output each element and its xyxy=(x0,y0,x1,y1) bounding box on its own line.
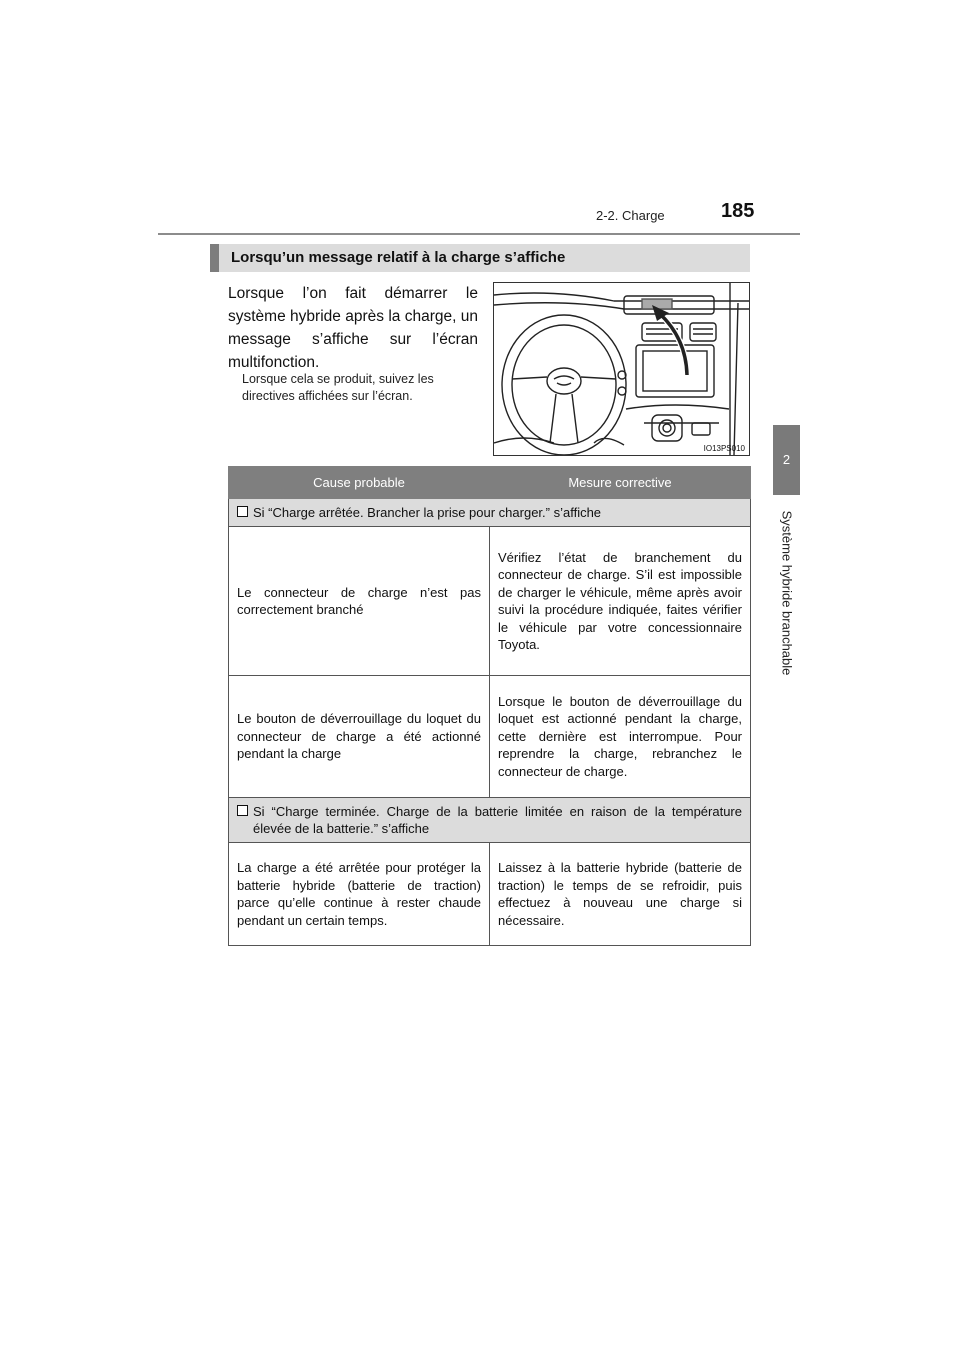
chapter-tab-number: 2 xyxy=(773,425,800,495)
chapter-tab-label-text: Système hybride branchable xyxy=(779,510,794,676)
dashboard-illustration xyxy=(493,282,750,456)
dashboard-drawing xyxy=(494,283,749,455)
table-row xyxy=(229,527,751,676)
table-header-row xyxy=(229,467,751,499)
intro-paragraph: Lorsque l’on fait démarrer le système hybride après la charge, un message s’affiche sur l’écran multifonction. xyxy=(228,285,478,371)
action-cell: Laissez à la batterie hybride (batterie de traction) le temps de se refroidir, puis effectuez à nouveau une charge si nécessaire. xyxy=(490,843,751,946)
cause-cell: Le bouton de déverrouillage du loquet du connecteur de charge a été actionné pendant la charge xyxy=(229,676,490,798)
condition-text: Si “Charge terminée. Charge de la batterie limitée en raison de la température élevée de la batterie.” s’affiche xyxy=(253,803,742,836)
checkbox-square-icon xyxy=(237,506,248,517)
chapter-tab-label xyxy=(773,503,800,683)
action-cell: Lorsque le bouton de déverrouillage du loquet est actionné pendant la charge, cette dernière est interrompue. Pour reprendre la charge, rebranchez le connecteur de charge. xyxy=(490,676,751,798)
cause-cell: Le connecteur de charge n’est pas correctement branché xyxy=(229,527,490,676)
checkbox-square-icon xyxy=(237,805,248,816)
section-heading xyxy=(210,244,750,272)
condition-row xyxy=(229,798,751,843)
column-header-cause: Cause probable xyxy=(229,467,490,499)
condition-text: Si “Charge arrêtée. Brancher la prise pour charger.” s’affiche xyxy=(253,504,602,520)
section-heading-text: Lorsqu’un message relatif à la charge s’affiche xyxy=(231,249,566,266)
section-header: 2-2. Charge xyxy=(596,208,665,223)
table-row xyxy=(229,676,751,798)
table-row xyxy=(229,843,751,946)
condition-row xyxy=(229,499,751,527)
action-cell: Vérifiez l’état de branchement du connecteur de charge. S’il est impossible de charger le véhicule, même après avoir suivi la procédure indiquée, faites vérifier le véhicule par votre concessionnaire Toyota. xyxy=(490,527,751,676)
figure-code: IO13PS010 xyxy=(703,444,745,453)
column-header-action: Mesure corrective xyxy=(490,467,751,499)
page-number: 185 xyxy=(721,200,755,222)
cause-cell: La charge a été arrêtée pour protéger la batterie hybride (batterie de traction) parce qu’elle continue à rester chaude pendant un certain temps. xyxy=(229,843,490,946)
cause-remedy-table xyxy=(228,466,751,946)
header-rule xyxy=(158,233,800,235)
intro-note: Lorsque cela se produit, suivez les directives affichées sur l’écran. xyxy=(242,372,434,403)
